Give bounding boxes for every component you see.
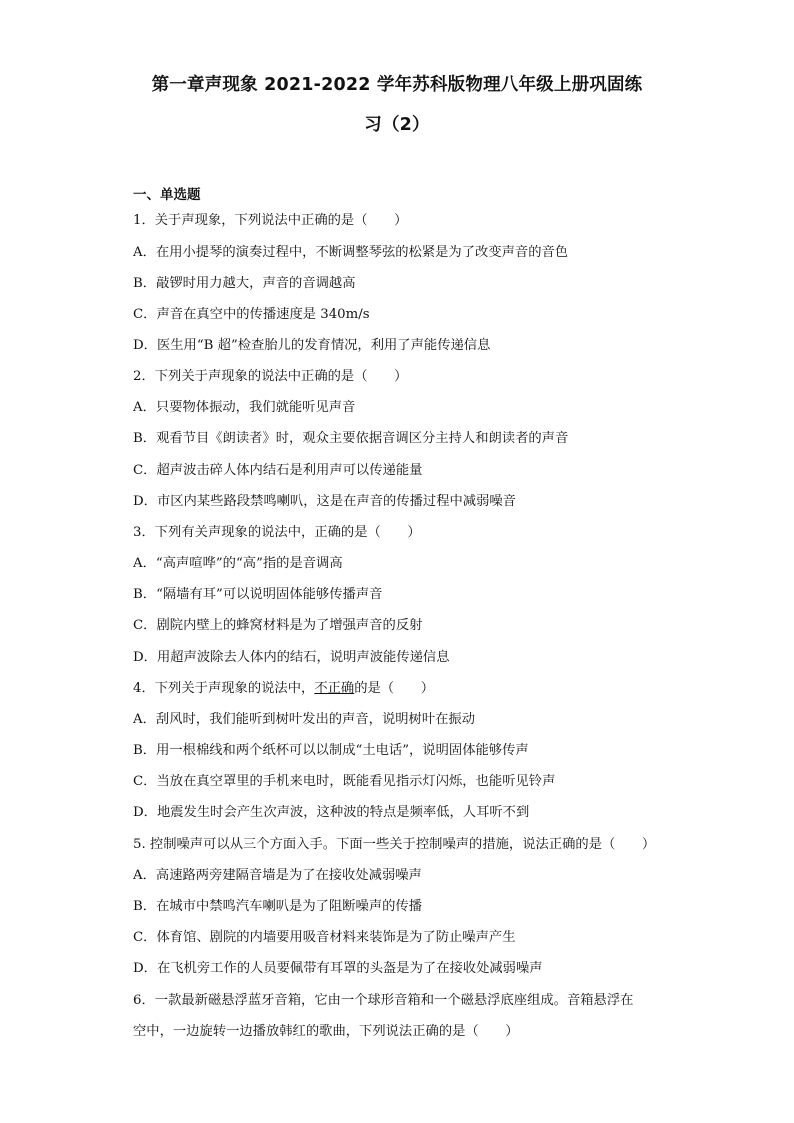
question-3-option-b: B．“隔墙有耳”可以说明固体能够传播声音: [133, 587, 383, 602]
question-2-option-c: C．超声波击碎人体内结石是利用声可以传递能量: [133, 463, 423, 478]
question-5-option-d: D．在飞机旁工作的人员要佩带有耳罩的头盔是为了在接收处减弱噪声: [133, 961, 543, 976]
question-6-stem-line-1: 6．一款最新磁悬浮蓝牙音箱，它由一个球形音箱和一个磁悬浮底座组成。音箱悬浮在: [133, 993, 634, 1008]
document-title-line-1: 第一章声现象 2021-2022 学年苏科版物理八年级上册巩固练: [151, 75, 643, 95]
question-4-stem: [133, 680, 673, 698]
question-5-option-b: B．在城市中禁鸣汽车喇叭是为了阻断噪声的传播: [133, 899, 423, 914]
document-title-line-2: 习（2）: [364, 115, 430, 135]
question-5-option-c: C．体育馆、剧院的内墙要用吸音材料来装饰是为了防止噪声产生: [133, 930, 516, 945]
question-2-option-a: A．只要物体振动，我们就能听见声音: [133, 400, 356, 415]
question-1-option-a: A．在用小提琴的演奏过程中，不断调整琴弦的松紧是为了改变声音的音色: [133, 245, 569, 260]
question-5-option-a: A．高速路两旁建隔音墙是为了在接收处减弱噪声: [133, 868, 422, 883]
question-3-option-c: C．剧院内壁上的蜂窝材料是为了增强声音的反射: [133, 618, 423, 633]
section-heading: 一、单选题: [133, 187, 201, 203]
question-1-option-b: B．敲锣时用力越大，声音的音调越高: [133, 276, 356, 291]
question-3-stem: 3．下列有关声现象的说法中，正确的是（ ）: [133, 525, 421, 540]
question-5-stem: 5. 控制噪声可以从三个方面入手。下面一些关于控制噪声的措施，说法正确的是（ ）: [133, 837, 656, 852]
question-4-stem-prefix: 4．下列关于声现象的说法中，: [133, 681, 315, 696]
question-1-stem: 1．关于声现象，下列说法中正确的是（ ）: [133, 213, 408, 228]
question-2-stem: 2．下列关于声现象的说法中正确的是（ ）: [133, 369, 408, 384]
question-3-option-d: D．用超声波除去人体内的结石，说明声波能传递信息: [133, 650, 450, 665]
question-4-option-b: B．用一根棉线和两个纸杯可以以制成“土电话”，说明固体能够传声: [133, 743, 529, 758]
question-4-option-a: A．刮风时，我们能听到树叶发出的声音，说明树叶在振动: [133, 712, 476, 727]
question-1-option-d: D．医生用“B 超”检查胎儿的发育情况，利用了声能传递信息: [133, 338, 491, 353]
question-4-stem-suffix: 的是（ ）: [354, 681, 434, 696]
question-4-option-c: C．当放在真空罩里的手机来电时，既能看见指示灯闪烁，也能听见铃声: [133, 774, 556, 789]
question-6-stem-line-2: 空中，一边旋转一边播放韩红的歌曲，下列说法正确的是（ ）: [133, 1024, 519, 1039]
question-4-stem-emphasis: 不正确: [314, 681, 355, 696]
question-2-option-d: D．市区内某些路段禁鸣喇叭，这是在声音的传播过程中减弱噪音: [133, 494, 516, 509]
question-2-option-b: B．观看节目《朗读者》时，观众主要依据音调区分主持人和朗读者的声音: [133, 431, 569, 446]
question-4-option-d: D．地震发生时会产生次声波，这种波的特点是频率低，人耳听不到: [133, 805, 530, 820]
question-3-option-a: A．“高声喧哗”的“高”指的是音调高: [133, 556, 343, 571]
question-1-option-c: C．声音在真空中的传播速度是 340m/s: [133, 307, 370, 322]
